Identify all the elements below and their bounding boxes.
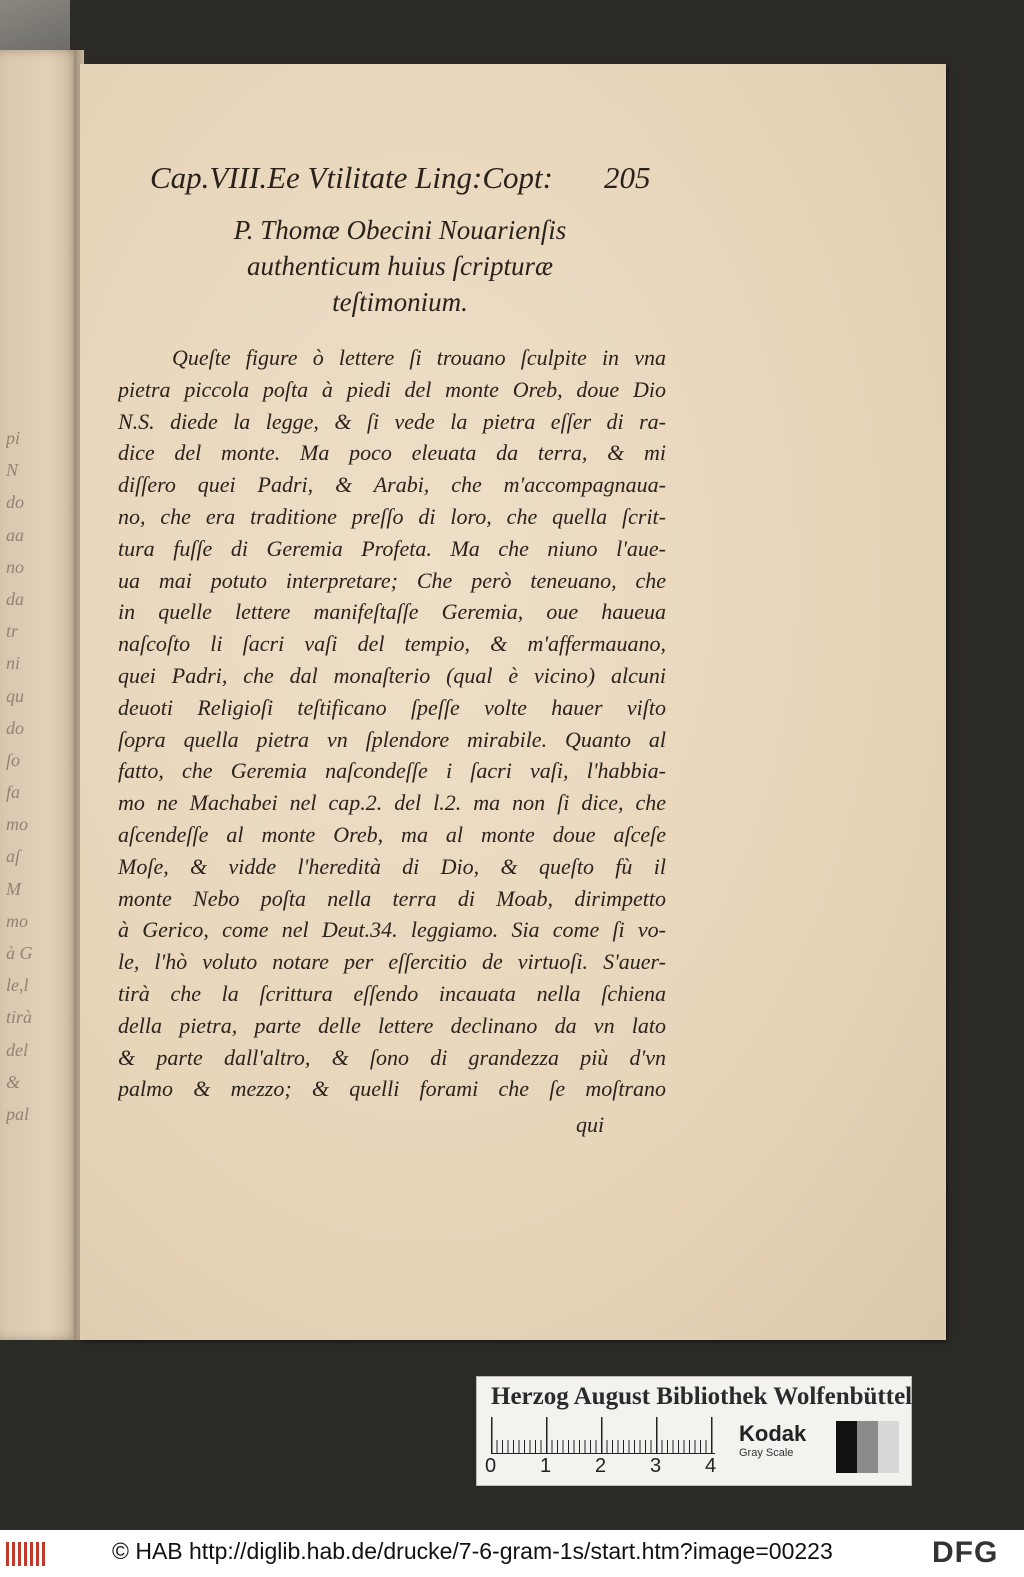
body-line: mo ne Machabei nel cap.2. del l.2. ma non ſi dice, che <box>118 790 666 816</box>
body-line: à Gerico, come nel Deut.34. leggiamo. Sia come ſi vo- <box>118 917 666 943</box>
subtitle-line: teſtimonium. <box>332 287 468 317</box>
body-line: dice del monte. Ma poco eleuata da terra, & mi <box>118 440 666 466</box>
previous-page-fragment: ſo <box>6 749 21 770</box>
previous-page-fragment: ni <box>6 653 21 674</box>
body-line: monte Nebo poſta nella terra di Moab, dirimpetto <box>118 885 666 911</box>
body-line: ſopra quella pietra vn ſplendore mirabile. Quanto al <box>118 726 666 752</box>
subtitle-line: authenticum huius ſcripturæ <box>247 251 553 281</box>
previous-page-fragment: del <box>6 1039 28 1060</box>
body-paragraph <box>118 342 666 1105</box>
previous-page-fragment: M <box>6 878 21 899</box>
running-header <box>150 160 670 200</box>
library-name: Herzog August Bibliothek Wolfenbüttel <box>491 1383 913 1410</box>
running-header-title: Cap.VIII.Ee Vtilitate Ling:Copt: <box>150 160 553 195</box>
previous-page-fragment: à G <box>6 943 33 963</box>
body-line: deuoti Religioſi teſtificano ſpeſſe volte hauer viſto <box>118 694 666 720</box>
body-line: fatto, che Geremia naſcondeſſe i ſacri vaſi, l'habbia- <box>118 758 666 784</box>
gray-scale-caption: Gray Scale <box>739 1447 794 1459</box>
previous-page-fragment: qu <box>6 685 24 706</box>
body-line: della pietra, parte delle lettere declinano da vn lato <box>118 1012 666 1038</box>
previous-page-fragment: aa <box>6 524 24 545</box>
gray-patch <box>857 1421 878 1473</box>
ruler-number: 2 <box>595 1455 607 1477</box>
body-line: le, l'hò voluto notare per eſſercitio de virtuoſi. S'auer- <box>118 949 666 975</box>
footer-bar <box>0 1530 1024 1577</box>
library-color-scale-label <box>476 1376 912 1486</box>
body-line: in quelle lettere manifeſtaſſe Geremia, oue haueua <box>118 599 666 625</box>
body-line: N.S. diede la legge, & ſi vede la pietra eſſer di ra- <box>118 408 666 434</box>
body-line: Queſte figure ò lettere ſi trouano ſculpite in vna <box>172 345 666 370</box>
kodak-brand: Kodak <box>739 1421 807 1446</box>
previous-page-fragment: no <box>6 556 24 577</box>
dfg-logo: DFG <box>932 1536 999 1569</box>
previous-page-fragment: do <box>6 717 24 738</box>
body-line: aſcendeſſe al monte Oreb, ma al monte doue aſceſe <box>118 821 666 847</box>
gray-patch <box>836 1421 857 1473</box>
previous-page-fragment: tr <box>6 621 19 642</box>
body-line: pietra piccola poſta à piedi del monte Oreb, doue Dio <box>118 376 666 402</box>
body-line: naſcoſto li ſacri vaſi del tempio, & m'affermauano, <box>118 631 666 657</box>
hab-barcode-icon <box>6 1542 46 1566</box>
body-line: no, che era traditione preſſo di loro, che quella ſcrit- <box>118 503 666 529</box>
ruler-number: 0 <box>485 1455 497 1477</box>
previous-page-fragment: aſ <box>6 846 21 867</box>
body-line: palmo & mezzo; & quelli forami che ſe moſtrano <box>118 1076 666 1102</box>
previous-page-text-fragments <box>6 422 76 1130</box>
ruler-number: 3 <box>650 1455 662 1477</box>
gray-patch <box>878 1421 899 1473</box>
body-line: tura fuſſe di Geremia Profeta. Ma che niuno l'aue- <box>118 535 666 561</box>
body-line: Moſe, & vidde l'heredità di Dio, & queſto fù il <box>118 853 666 879</box>
previous-page-fragment: do <box>6 492 24 513</box>
previous-page-fragment: da <box>6 588 24 609</box>
ruler-number: 1 <box>540 1455 552 1477</box>
previous-page-fragment: le,l <box>6 975 29 996</box>
ruler-number: 4 <box>705 1455 717 1477</box>
previous-page-fragment: pi <box>6 428 21 448</box>
body-line: tirà che la ſcrittura eſſendo incauata nella ſchiena <box>118 980 666 1006</box>
subtitle-line: P. Thomæ Obecini Nouarienſis <box>233 215 567 245</box>
page-number: 205 <box>604 160 651 195</box>
previous-page-fragment: mo <box>6 910 28 931</box>
gray-scale-patches <box>815 1421 899 1473</box>
scanner-background-corner <box>0 0 70 52</box>
ruler-scale <box>491 1425 715 1454</box>
gray-patch <box>815 1421 836 1473</box>
catchword: qui <box>576 1112 605 1137</box>
section-subtitle <box>160 212 640 320</box>
previous-page-fragment: pal <box>6 1103 30 1124</box>
previous-page-edge <box>0 50 80 1340</box>
body-line: ua mai potuto interpretare; Che però teneuano, che <box>118 567 666 593</box>
previous-page-fragment: fa <box>6 782 21 803</box>
body-line: & parte dall'altro, & ſono di grandezza più d'vn <box>118 1044 666 1070</box>
body-line: diſſero quei Padri, & Arabi, che m'accompagnaua- <box>118 472 666 498</box>
ruler-numbers <box>485 1455 725 1479</box>
previous-page-fragment: mo <box>6 814 28 835</box>
previous-page-fragment: N <box>6 460 19 481</box>
previous-page-fragment: tirà <box>6 1007 33 1028</box>
body-line: quei Padri, che dal monaſterio (qual è vicino) alcuni <box>118 662 666 688</box>
copyright-url[interactable]: © HAB http://diglib.hab.de/drucke/7-6-gram-1s/start.htm?image=00223 <box>112 1538 833 1564</box>
previous-page-fragment: & <box>6 1071 21 1092</box>
